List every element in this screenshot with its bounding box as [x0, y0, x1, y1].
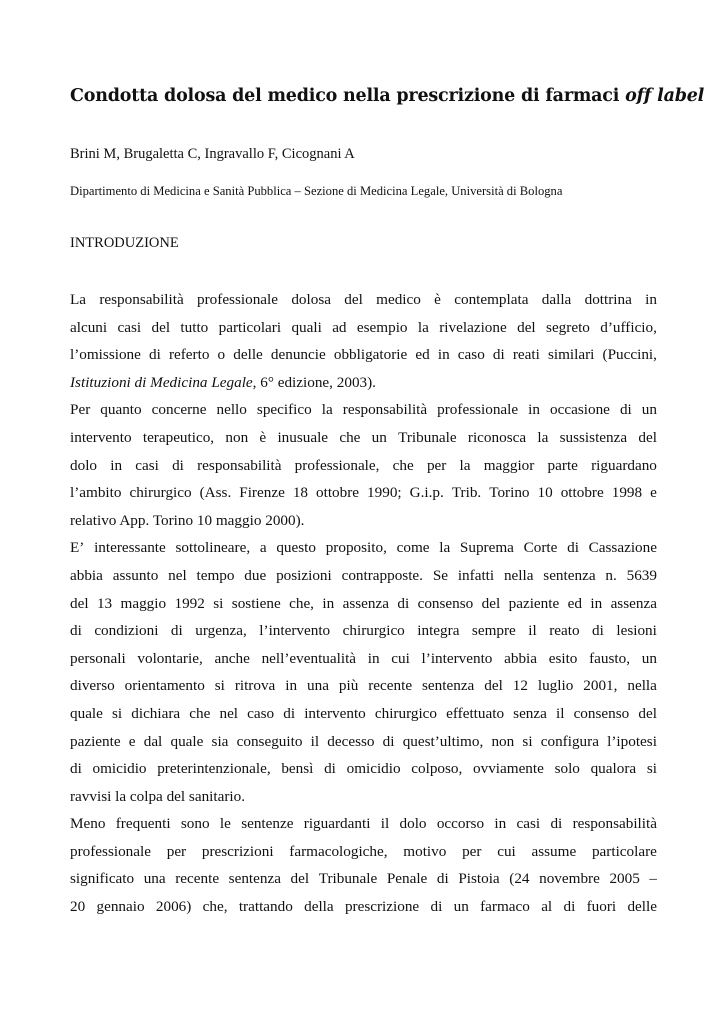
body-word: concerne [151, 401, 207, 419]
body-word: maggior [483, 456, 535, 474]
body-word: trattando [238, 898, 293, 916]
body-word: a [259, 539, 267, 557]
body-word: Per [70, 401, 91, 419]
body-word: infatti [457, 566, 495, 584]
body-word: nella [627, 677, 657, 695]
body-line [70, 617, 657, 645]
body-word: del [151, 318, 171, 336]
body-word: di [436, 870, 449, 888]
body-word: frequenti [115, 815, 171, 833]
body-word: cui [391, 649, 410, 667]
body-word: maggio [120, 594, 167, 612]
body-word: dolo [70, 456, 98, 474]
body-word: e [650, 484, 657, 502]
body-word: nello [216, 401, 247, 419]
body-word: preterintenzionale, [157, 760, 271, 778]
affiliation-line: Dipartimento di Medicina e Sanità Pubblica – Sezione di Medicina Legale, Università di Bologna [70, 184, 563, 198]
body-word: chirurgico [129, 484, 192, 502]
body-word: quest’ultimo, [402, 732, 484, 750]
body-word: caso [247, 704, 275, 722]
body-word: dal [143, 732, 163, 750]
body-word: in [494, 815, 507, 833]
body-word: farmaco [480, 898, 530, 916]
body-word: anche [214, 649, 250, 667]
body-word: Se [432, 566, 448, 584]
body-word: denuncie [270, 346, 326, 364]
body-word: posizioni [276, 566, 332, 584]
body-word: senza [513, 704, 547, 722]
body-line [70, 700, 657, 728]
body-word: G.i.p. [409, 484, 444, 502]
body-word: che, [289, 594, 314, 612]
body-line [70, 783, 657, 811]
body-word: di [70, 760, 82, 778]
body-word: la [321, 401, 333, 419]
body-line [70, 424, 657, 452]
body-word: (24 [509, 870, 530, 888]
body-line [70, 452, 657, 480]
body-word: gennaio [96, 898, 145, 916]
body-line-text: , 6° edizione, 2003). [252, 373, 376, 391]
body-word: La [70, 291, 87, 308]
body-word: di [492, 346, 505, 364]
body-word: 2006) [155, 898, 192, 916]
body-word: condizioni [94, 622, 159, 640]
body-word: n. [605, 566, 617, 584]
body-word: la [537, 428, 549, 446]
body-word: chirurgico [374, 704, 438, 722]
body-word: particolari [218, 318, 282, 336]
body-word: sentenza [543, 566, 596, 584]
body-word: un [453, 898, 469, 916]
body-word: l’ipotesi [607, 732, 657, 750]
body-word: 5639 [626, 566, 657, 584]
body-word: alcuni [70, 318, 108, 336]
body-line [70, 369, 657, 397]
body-word: l’intervento [259, 622, 331, 640]
body-word: occasione [550, 401, 610, 419]
body-word: riconosca [467, 428, 527, 446]
body-word: riguardano [591, 456, 657, 474]
body-word: responsabilità [197, 456, 282, 474]
body-word: questo [276, 539, 316, 557]
body-word: di [550, 815, 563, 833]
body-word: particolare [591, 842, 657, 860]
body-word: del [638, 428, 657, 446]
body-word: dalla [541, 291, 572, 308]
body-word: assenza [610, 594, 657, 612]
body-word: il [528, 622, 537, 640]
body-word: assenza [342, 594, 389, 612]
body-word: interessante [94, 539, 166, 557]
body-line [70, 728, 657, 756]
body-word: integra [417, 622, 460, 640]
body-word: significato [70, 870, 135, 888]
body-word: un [371, 428, 387, 446]
body-word: tutto [180, 318, 209, 336]
body-line [70, 314, 657, 342]
body-word: in [367, 649, 380, 667]
body-word: riguardanti [303, 815, 371, 833]
body-word: nella [503, 566, 534, 584]
body-word: specifico [256, 401, 312, 419]
body-word: il [556, 704, 565, 722]
body-word: d’ufficio, [600, 318, 657, 336]
body-word: un [641, 649, 657, 667]
body-word: paziente [70, 732, 121, 750]
body-word: sentenza [422, 677, 475, 695]
body-line [70, 286, 657, 314]
body-word: prescrizione [344, 898, 420, 916]
body-word: E’ [70, 539, 85, 557]
body-word: si [646, 760, 657, 778]
body-word: (Puccini, [602, 346, 657, 364]
body-word: del [70, 594, 89, 612]
body-word: in [110, 456, 123, 474]
body-word: in [285, 677, 298, 695]
body-word: dolo [399, 815, 427, 833]
body-word: lesioni [616, 622, 657, 640]
body-word: casi [135, 456, 159, 474]
body-word: Meno [70, 815, 106, 833]
body-word: che [339, 428, 361, 446]
body-word: non [491, 732, 515, 750]
body-word: ottobre [316, 484, 360, 502]
body-word: un [641, 401, 657, 419]
body-word: professionale [437, 401, 519, 419]
body-word: in [437, 346, 450, 364]
body-word: del [517, 318, 536, 336]
body-word: una [307, 677, 329, 695]
body-word: professionale [197, 291, 278, 308]
body-word: l’intervento [421, 649, 493, 667]
body-line [70, 396, 657, 424]
body-word: che [189, 704, 211, 722]
body-word: di [430, 898, 443, 916]
body-word: della [304, 898, 334, 916]
body-word: casi [516, 815, 541, 833]
body-word: e [128, 732, 136, 750]
body-word: quale [70, 704, 103, 722]
body-word: di [172, 456, 184, 474]
body-word: del [484, 677, 503, 695]
body-word: che, [202, 898, 228, 916]
title-main-text: Condotta dolosa del medico nella prescrizione di farmaci [70, 86, 626, 106]
body-word: ritrova [234, 677, 276, 695]
body-word: intervento [70, 428, 132, 446]
body-word: 2001, [583, 677, 618, 695]
body-line [70, 341, 657, 369]
body-word: assunto [112, 566, 159, 584]
body-word: la [459, 456, 471, 474]
body-word: dolosa [291, 291, 331, 308]
body-line [70, 507, 657, 535]
body-word: assume [531, 842, 577, 860]
body-word: Suprema [459, 539, 514, 557]
body-word: solo [554, 760, 580, 778]
body-word: fausto, [589, 649, 631, 667]
body-word: si [213, 594, 224, 612]
body-word: referto [168, 346, 210, 364]
body-word: cui [497, 842, 516, 860]
body-word: di [149, 346, 161, 364]
body-word: reati [512, 346, 540, 364]
body-word: configura [540, 732, 599, 750]
body-line [70, 810, 657, 838]
body-word: nell’eventualità [261, 649, 357, 667]
body-word: 2005 [609, 870, 640, 888]
authors-line: Brini M, Brugaletta C, Ingravallo F, Cicognani A [70, 146, 355, 162]
body-word: abbia [70, 566, 103, 584]
body-word: ed [567, 594, 582, 612]
title-italic-text: off label [625, 86, 705, 106]
body-word: abbia [504, 649, 537, 667]
body-word: professionale, [294, 456, 380, 474]
body-word: personali [70, 649, 126, 667]
body-word: sottolineare, [175, 539, 251, 557]
body-line [70, 865, 657, 893]
body-word: è [259, 428, 267, 446]
body-word: qualora [590, 760, 637, 778]
body-line [70, 838, 657, 866]
body-word: recente [175, 870, 220, 888]
body-word: quanto [100, 401, 142, 419]
body-word: si [522, 732, 533, 750]
body-word: 18 [292, 484, 308, 502]
body-word: Corte [523, 539, 558, 557]
body-word: prescrizioni [201, 842, 274, 860]
body-word: del [344, 291, 363, 308]
body-word: urgenza, [195, 622, 247, 640]
body-word: medico [376, 291, 421, 308]
body-word: nel [219, 704, 239, 722]
body-word: del [290, 870, 310, 888]
body-word: in [590, 594, 603, 612]
body-word: paziente [508, 594, 560, 612]
body-word: luglio [537, 677, 574, 695]
body-word: similari [547, 346, 595, 364]
body-word: terapeutico, [142, 428, 215, 446]
body-line [70, 645, 657, 673]
body-word: di [70, 622, 82, 640]
body-text [70, 286, 657, 921]
body-word: l’omissione [70, 346, 141, 364]
body-word: una [143, 870, 166, 888]
body-word: per [426, 456, 447, 474]
body-word: responsabilità [342, 401, 428, 419]
body-word: responsabilità [99, 291, 184, 308]
body-word: contemplata [454, 291, 529, 308]
body-word: parte [547, 456, 578, 474]
body-word: di [592, 622, 604, 640]
body-word: proposito, [325, 539, 387, 557]
body-word: come [396, 539, 430, 557]
body-word: la [439, 539, 451, 557]
body-word: professionale [70, 842, 151, 860]
body-word: in [322, 594, 335, 612]
body-word: sussistenza [559, 428, 628, 446]
body-word: di [619, 401, 632, 419]
body-word: inusuale [277, 428, 329, 446]
body-word: ottobre [560, 484, 604, 502]
body-line-text: relativo App. Torino 10 maggio 2000). [70, 511, 305, 529]
body-word: le [219, 815, 231, 833]
body-word: quali [291, 318, 322, 336]
body-word: il [310, 732, 320, 750]
body-word: il [380, 815, 390, 833]
body-word: 13 [96, 594, 113, 612]
body-word: in [645, 291, 657, 308]
body-word: delle [233, 346, 263, 364]
body-word: omicidio [346, 760, 401, 778]
body-word: 1992 [174, 594, 205, 612]
body-word: di [397, 594, 410, 612]
body-word: 1990; [367, 484, 402, 502]
body-word: effettuato [446, 704, 505, 722]
body-word: casi [117, 318, 142, 336]
body-line-text: ravvisi la colpa del sanitario. [70, 787, 246, 805]
body-word: per [166, 842, 187, 860]
body-line [70, 893, 657, 921]
body-word: Cassazione [588, 539, 657, 557]
body-word: novembre [539, 870, 600, 888]
body-word: sentenze [241, 815, 294, 833]
body-word: Torino [489, 484, 530, 502]
body-word: Tribunale [398, 428, 457, 446]
body-word: fuori [586, 898, 617, 916]
body-word: Tribunale [318, 870, 378, 888]
body-word: Penale [386, 870, 428, 888]
body-word: sentenza [228, 870, 281, 888]
body-word: 20 [70, 898, 86, 916]
body-word: volontarie, [137, 649, 203, 667]
body-word: segreto [546, 318, 590, 336]
body-word: in [528, 401, 540, 419]
body-word: consenso [417, 594, 474, 612]
body-word: nel [168, 566, 187, 584]
body-word: delle [627, 898, 657, 916]
body-word: Firenze [239, 484, 285, 502]
body-word: sostiene [231, 594, 281, 612]
body-word: due [244, 566, 267, 584]
body-word: contrapposte. [341, 566, 423, 584]
body-word: ed [415, 346, 430, 364]
body-word: è [434, 291, 441, 308]
body-word: intervento [304, 704, 366, 722]
body-word: del [638, 704, 657, 722]
body-word: ovviamente [473, 760, 544, 778]
body-word: che [392, 456, 414, 474]
body-word: l’ambito [70, 484, 122, 502]
body-word: sia [211, 732, 229, 750]
body-word: di [567, 539, 579, 557]
body-word: tempo [196, 566, 235, 584]
body-word: 1998 [611, 484, 643, 502]
body-word: di [324, 760, 336, 778]
body-word: Trib. [451, 484, 482, 502]
body-word: – [649, 870, 657, 888]
body-word: Pistoia [458, 870, 500, 888]
body-word: recente [368, 677, 413, 695]
body-word: di [283, 704, 296, 722]
body-line [70, 562, 657, 590]
document-title [70, 86, 704, 106]
body-word: sono [180, 815, 210, 833]
body-word: caso [457, 346, 485, 364]
body-word: la [417, 318, 429, 336]
body-word: ad [332, 318, 347, 336]
section-heading-introduzione: INTRODUZIONE [70, 235, 179, 251]
body-word: quale [170, 732, 204, 750]
body-word: dichiara [131, 704, 181, 722]
body-line [70, 672, 657, 700]
body-word: sempre [471, 622, 516, 640]
body-word: farmacologiche, [289, 842, 388, 860]
body-word: rivelazione [439, 318, 507, 336]
body-word: (Ass. [199, 484, 232, 502]
body-word: esempio [356, 318, 408, 336]
body-word: si [112, 704, 123, 722]
body-word: responsabilità [572, 815, 657, 833]
body-word: consenso [573, 704, 630, 722]
body-word: bensì [281, 760, 314, 778]
body-word: o [217, 346, 226, 364]
body-word: 10 [537, 484, 553, 502]
body-word: occorso [436, 815, 485, 833]
body-word: non [225, 428, 249, 446]
body-line [70, 479, 657, 507]
body-word: 12 [512, 677, 528, 695]
body-word: orientamento [124, 677, 205, 695]
body-word: dottrina [584, 291, 632, 308]
body-word: si [214, 677, 225, 695]
body-word: motivo [403, 842, 447, 860]
body-line [70, 534, 657, 562]
body-word: di [170, 622, 183, 640]
body-word: diverso [70, 677, 115, 695]
body-word: reato [549, 622, 580, 640]
body-word: esito [548, 649, 578, 667]
body-word: per [462, 842, 482, 860]
body-word: omicidio [92, 760, 147, 778]
body-word: decesso [327, 732, 375, 750]
body-word: di [563, 898, 576, 916]
body-word: obbligatorie [333, 346, 408, 364]
body-word: del [481, 594, 501, 612]
body-line [70, 755, 657, 783]
body-word: al [541, 898, 553, 916]
body-word: colposo, [411, 760, 463, 778]
body-word: di [382, 732, 395, 750]
body-word: chirurgico [342, 622, 405, 640]
body-line [70, 590, 657, 618]
body-word: conseguito [236, 732, 303, 750]
body-line-italic-text: Istituzioni di Medicina Legale [70, 373, 253, 391]
body-word: più [338, 677, 359, 695]
